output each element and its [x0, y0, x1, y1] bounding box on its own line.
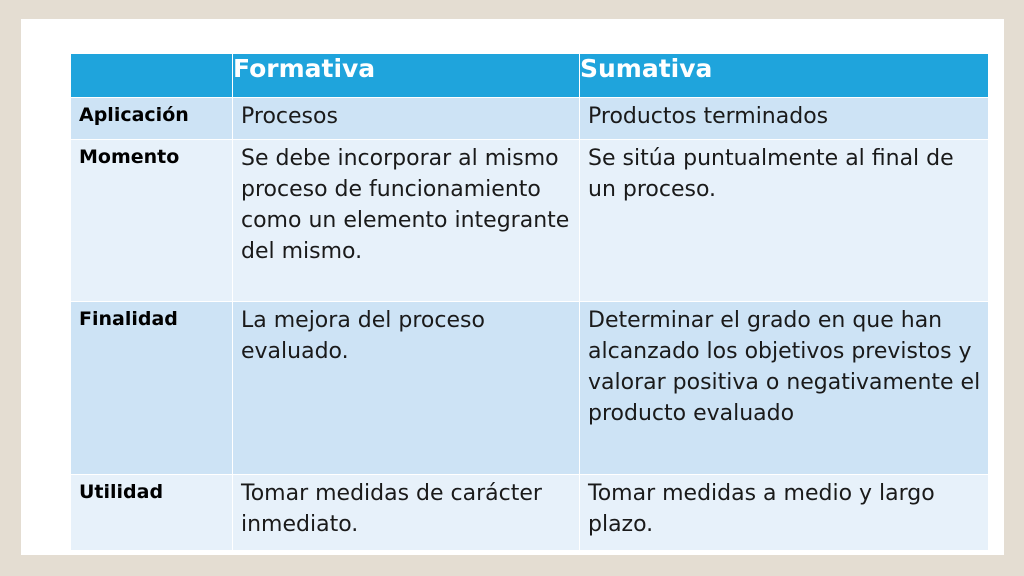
table-row-utilidad — [71, 475, 989, 551]
row-label: Finalidad — [71, 302, 233, 475]
row-label: Momento — [71, 140, 233, 302]
cell-formativa: La mejora del proceso evaluado. — [233, 302, 580, 475]
comparison-table — [70, 53, 989, 551]
table-header-row — [71, 54, 989, 98]
cell-sumativa: Determinar el grado en que han alcanzado los objetivos previstos y valorar positiva o negativamente el producto evaluado — [580, 302, 989, 475]
row-label: Utilidad — [71, 475, 233, 551]
cell-sumativa: Se sitúa puntualmente al final de un proceso. — [580, 140, 989, 302]
cell-formativa: Se debe incorporar al mismo proceso de funcionamiento como un elemento integrante del mismo. — [233, 140, 580, 302]
header-formativa: Formativa — [233, 54, 580, 98]
header-corner-cell — [71, 54, 233, 98]
table-row-finalidad — [71, 302, 989, 475]
table-row-momento — [71, 140, 989, 302]
slide — [21, 19, 1004, 555]
cell-formativa: Tomar medidas de carácter inmediato. — [233, 475, 580, 551]
cell-sumativa: Productos terminados — [580, 98, 989, 140]
cell-formativa: Procesos — [233, 98, 580, 140]
row-label: Aplicación — [71, 98, 233, 140]
header-sumativa: Sumativa — [580, 54, 989, 98]
table-row-aplicacion — [71, 98, 989, 140]
cell-sumativa: Tomar medidas a medio y largo plazo. — [580, 475, 989, 551]
